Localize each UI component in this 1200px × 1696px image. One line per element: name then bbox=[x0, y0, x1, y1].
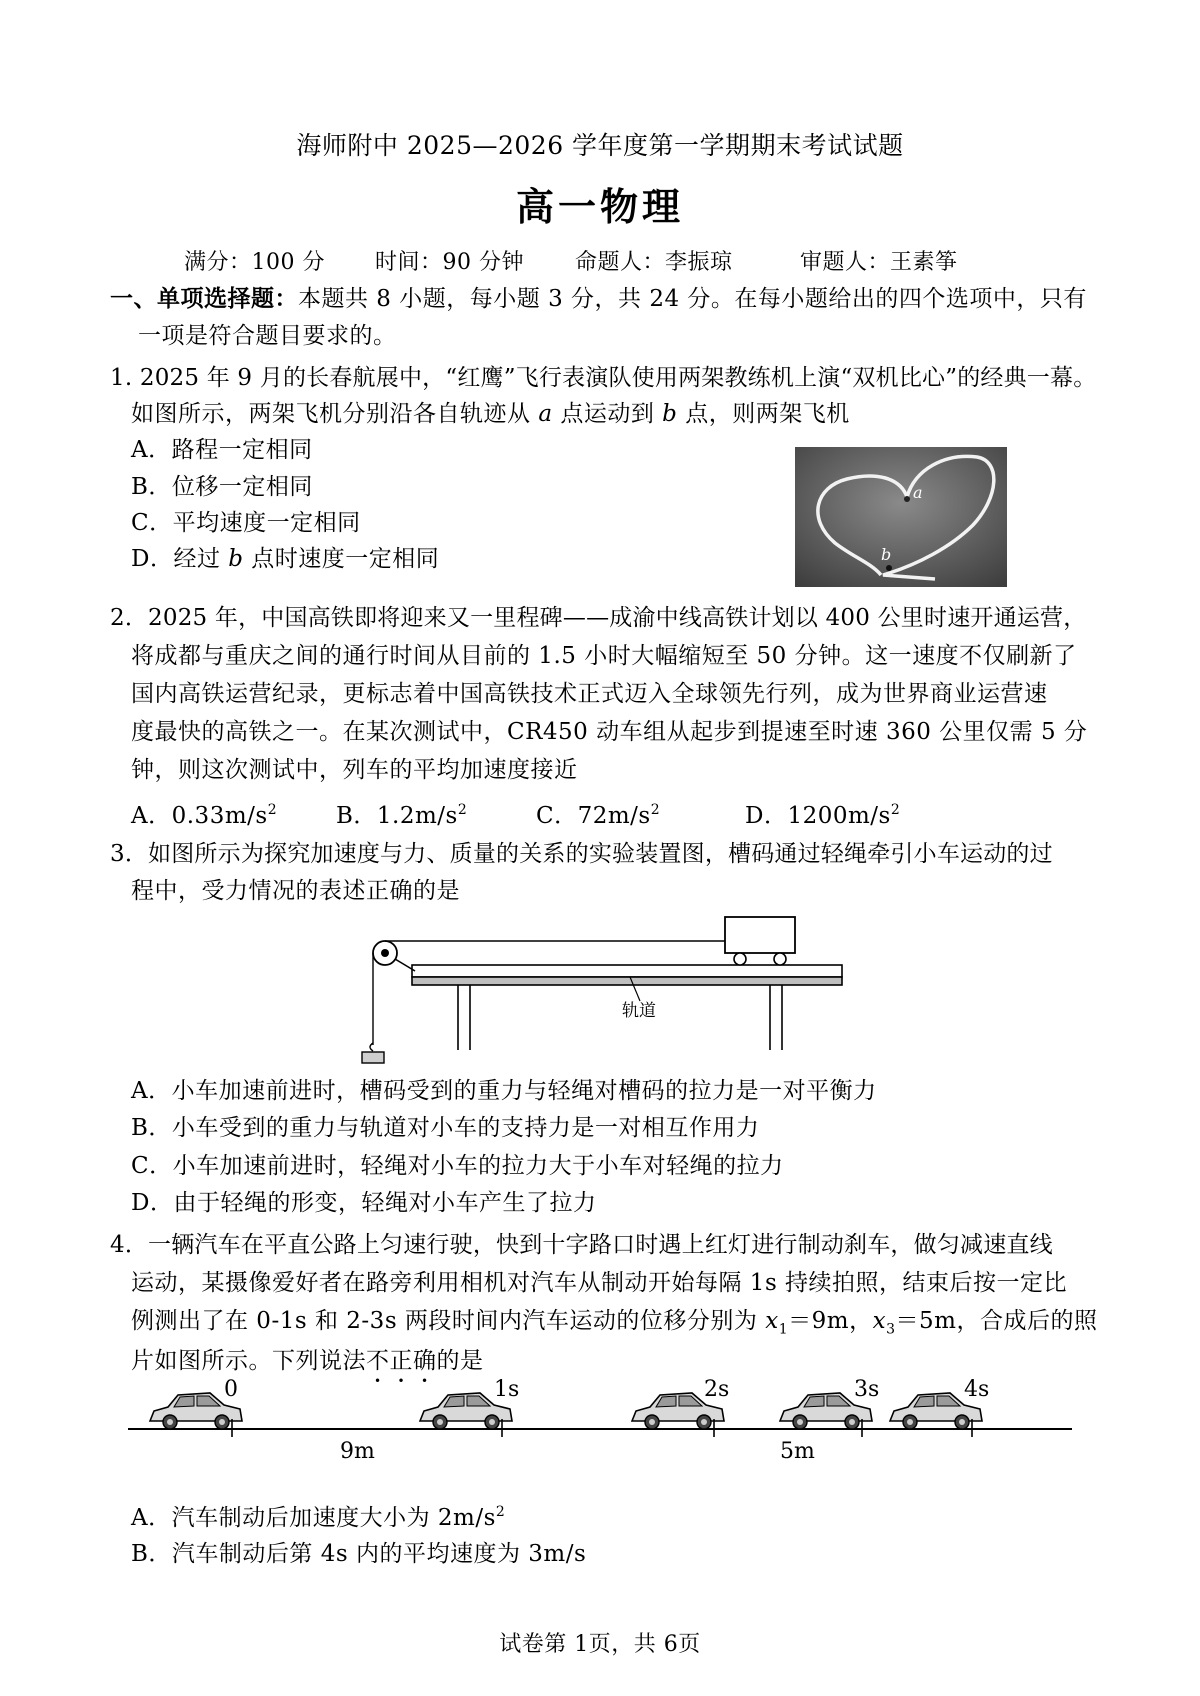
q4-x1-sub: 1 bbox=[778, 1321, 789, 1338]
q3-option-b: B．小车受到的重力与轨道对小车的支持力是一对相互作用力 bbox=[131, 1115, 760, 1141]
q4-x1: x bbox=[765, 1308, 779, 1334]
q2-line5: 钟，则这次测试中，列车的平均加速度接近 bbox=[131, 757, 578, 783]
q4-line4 bbox=[131, 1348, 484, 1388]
q4-opta-text: A．汽车制动后加速度大小为 2m/s bbox=[131, 1505, 496, 1531]
q4-line3 bbox=[131, 1310, 1097, 1337]
distance-5m: 5m bbox=[780, 1439, 815, 1464]
time-label-4s: 4s bbox=[964, 1377, 990, 1402]
cars-diagram bbox=[120, 1385, 1080, 1485]
heart-trajectory-image bbox=[795, 447, 1007, 587]
q2-opta-sup: 2 bbox=[267, 802, 278, 818]
meta-score: 满分：100 分 bbox=[184, 250, 325, 275]
q3-apparatus-figure bbox=[350, 915, 850, 1065]
section-heading: 一、单项选择题： bbox=[110, 286, 298, 312]
meta-reviewer: 审题人：王素筝 bbox=[800, 250, 958, 275]
q2-optd-sup: 2 bbox=[890, 802, 901, 818]
q1-option-d bbox=[131, 548, 439, 571]
q3-line1: 3．如图所示为探究加速度与力、质量的关系的实验装置图，槽码通过轻绳牵引小车运动的过 bbox=[110, 841, 1053, 867]
q4-x3-sub: 3 bbox=[886, 1321, 896, 1338]
q1-var-b: b bbox=[662, 401, 678, 427]
q1-option-a: A．路程一定相同 bbox=[131, 437, 313, 463]
q1-text: 如图所示，两架飞机分别沿各自轨迹从 bbox=[131, 401, 539, 427]
section-desc-line1: 本题共 8 小题，每小题 3 分，共 24 分。在每小题给出的四个选项中，只有 bbox=[298, 286, 1087, 312]
q2-optc-text: C．72m/s bbox=[536, 803, 651, 829]
q4-option-a bbox=[131, 1505, 505, 1530]
q2-option-c bbox=[536, 803, 660, 828]
meta-time: 时间：90 分钟 bbox=[375, 250, 524, 275]
q4-option-b: B．汽车制动后第 4s 内的平均速度为 3m/s bbox=[131, 1541, 587, 1567]
q4-opta-sup: 2 bbox=[495, 1504, 506, 1520]
q4-line2: 运动，某摄像爱好者在路旁利用相机对汽车从制动开始每隔 1s 持续拍照，结束后按一定比 bbox=[131, 1270, 1068, 1296]
section-desc-line2: 一项是符合题目要求的。 bbox=[138, 323, 397, 349]
q2-line1: 2．2025 年，中国高铁即将迎来又一里程碑——成渝中线高铁计划以 400 公里时速开通运营， bbox=[110, 605, 1087, 631]
q1-heart-figure bbox=[795, 447, 1007, 587]
q4-text: 的是 bbox=[436, 1348, 484, 1374]
q3-line2: 程中，受力情况的表述正确的是 bbox=[131, 878, 460, 904]
time-label-3s: 3s bbox=[854, 1377, 880, 1402]
apparatus-diagram bbox=[350, 915, 850, 1065]
q2-line4: 度最快的高铁之一。在某次测试中，CR450 动车组从起步到提速至时速 360 公里仅需 5 分 bbox=[131, 719, 1088, 745]
q2-option-d bbox=[745, 803, 900, 828]
q2-opta-text: A．0.33m/s bbox=[131, 803, 268, 829]
q2-optc-sup: 2 bbox=[650, 802, 661, 818]
time-label-2s: 2s bbox=[704, 1377, 730, 1402]
subject-title: 高一物理 bbox=[515, 185, 684, 229]
heart-label-a: a bbox=[913, 483, 923, 502]
q1-option-c: C．平均速度一定相同 bbox=[131, 510, 361, 536]
q4-text: 片如图所示。下列说法 bbox=[131, 1348, 366, 1374]
q4-text: ＝9m， bbox=[788, 1308, 873, 1334]
q4-text: ＝5m，合成后的照 bbox=[895, 1308, 1098, 1334]
exam-title: 海师附中 2025—2026 学年度第一学期期末考试试题 bbox=[296, 131, 904, 160]
q2-optb-sup: 2 bbox=[457, 802, 468, 818]
page-footer: 试卷第 1页，共 6页 bbox=[499, 1632, 701, 1657]
q1-line2 bbox=[131, 403, 850, 426]
q1-text: 点运动到 bbox=[552, 401, 663, 427]
section-instructions bbox=[110, 288, 1087, 311]
q2-optd-text: D．1200m/s bbox=[745, 803, 891, 829]
q2-line2: 将成都与重庆之间的通行时间从目前的 1.5 小时大幅缩短至 50 分钟。这一速度不仅刷新了 bbox=[131, 643, 1077, 669]
q1-optd-text: D．经过 bbox=[131, 546, 229, 572]
q1-optd-var: b bbox=[228, 546, 244, 572]
distance-9m: 9m bbox=[340, 1439, 375, 1464]
q3-option-c: C．小车加速前进时，轻绳对小车的拉力大于小车对轻绳的拉力 bbox=[131, 1153, 784, 1179]
q2-option-b bbox=[336, 803, 467, 828]
q4-x3: x bbox=[872, 1308, 887, 1334]
q3-option-a: A．小车加速前进时，槽码受到的重力与轻绳对槽码的拉力是一对平衡力 bbox=[131, 1078, 877, 1104]
q4-cars-figure bbox=[120, 1377, 1080, 1485]
q1-option-b: B．位移一定相同 bbox=[131, 474, 313, 500]
meta-author: 命题人：李振琼 bbox=[575, 250, 733, 275]
q3-option-d: D．由于轻绳的形变，轻绳对小车产生了拉力 bbox=[131, 1190, 597, 1216]
heart-label-b: b bbox=[881, 545, 892, 564]
q4-line1: 4．一辆汽车在平直公路上匀速行驶，快到十字路口时遇上红灯进行制动刹车，做匀减速直线 bbox=[110, 1232, 1053, 1258]
time-label-1s: 1s bbox=[494, 1377, 520, 1402]
q1-optd-text: 点时速度一定相同 bbox=[243, 546, 440, 572]
q1-var-a: a bbox=[538, 401, 553, 427]
q4-text: 例测出了在 0-1s 和 2-3s 两段时间内汽车运动的位移分别为 bbox=[131, 1308, 766, 1334]
q2-optb-text: B．1.2m/s bbox=[336, 803, 458, 829]
q2-line3: 国内高铁运营纪录，更标志着中国高铁技术正式迈入全球领先行列，成为世界商业运营速 bbox=[131, 681, 1048, 707]
q4-emphasis: 不正确 bbox=[366, 1348, 437, 1374]
q1-text: 点，则两架飞机 bbox=[677, 401, 850, 427]
q1-line1: 1. 2025 年 9 月的长春航展中，“红鹰”飞行表演队使用两架教练机上演“双机比心”的经典一幕。 bbox=[110, 365, 1097, 391]
q2-option-a bbox=[131, 803, 277, 828]
time-label-0: 0 bbox=[224, 1377, 238, 1402]
track-label: 轨道 bbox=[622, 1001, 656, 1021]
